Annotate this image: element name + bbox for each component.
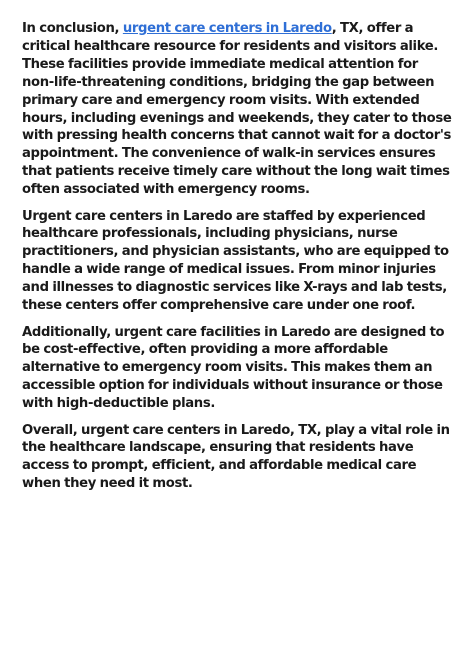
paragraph-staffing: Urgent care centers in Laredo are staffed by experienced healthcare professionals, including physicians, nurse practitioners, and physician assistants, who are equipped to handle a wide range of medical issues. From minor injuries and illnesses to diagnostic services like X-rays and lab tests, these centers offer comprehensive care under one roof. — [22, 208, 449, 314]
paragraph-cost: Additionally, urgent care facilities in Laredo are designed to be cost-effective, often providing a more affordable alternative to emergency room visits. This makes them an accessible option for individuals without insurance or those with high-deductible plans. — [22, 324, 445, 412]
paragraph-conclusion — [22, 20, 452, 199]
paragraph-conclusion-rest: , TX, offer a critical healthcare resource for residents and visitors alike. These facilities provide immediate medical attention for non-life-threatening conditions, bridging the gap between primary care and emergency room visits. With extended hours, including evenings and weekends, they cater to those with pressing health concerns that cannot wait for a doctor's appointment. The convenience of walk-in services ensures that patients receive timely care without the long wait times often associated with emergency rooms. — [22, 21, 452, 198]
paragraph-conclusion-intro: In conclusion, — [22, 21, 123, 36]
paragraph-overall: Overall, urgent care centers in Laredo, TX, play a vital role in the healthcare landscape, ensuring that residents have access to prompt, efficient, and affordable medical care when they need it most. — [22, 422, 450, 492]
urgent-care-laredo-link[interactable]: urgent care centers in Laredo — [122, 21, 332, 36]
document-body — [22, 20, 452, 502]
